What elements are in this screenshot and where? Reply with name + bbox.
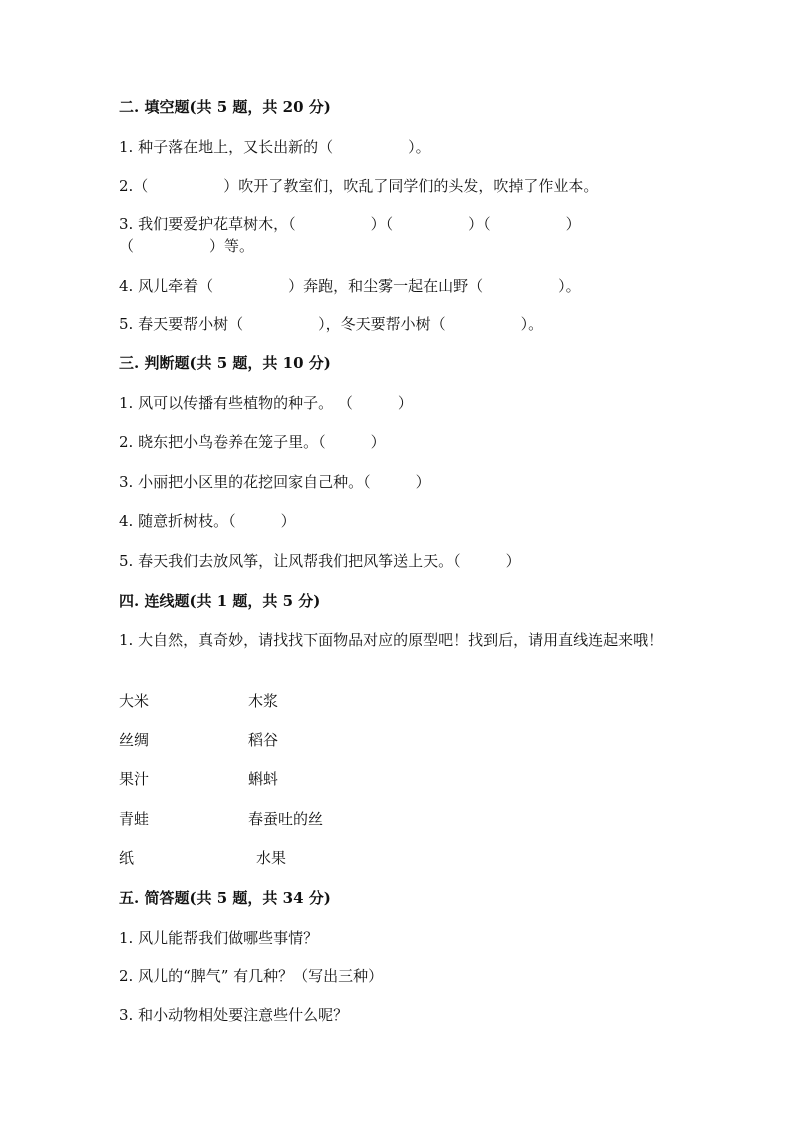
- section-heading-true-false: 三. 判断题(共 5 题，共 10 分): [119, 354, 331, 372]
- true-false-item-3: 3. 小丽把小区里的花挖回家自己种。（ ）: [119, 473, 431, 491]
- true-false-item-2: 2. 晓东把小鸟卷养在笼子里。（ ）: [119, 433, 386, 451]
- matching-left-item-4: 青蛙: [119, 810, 150, 828]
- matching-left-item-5: 纸: [119, 849, 135, 867]
- matching-left-item-1: 大米: [119, 692, 150, 710]
- true-false-item-1: 1. 风可以传播有些植物的种子。 （ ）: [119, 394, 413, 412]
- true-false-item-5: 5. 春天我们去放风筝，让风帮我们把风筝送上天。（ ）: [119, 552, 521, 570]
- fill-blank-item-3-continued: （ ）等。: [119, 237, 255, 255]
- matching-left-item-2: 丝绸: [119, 731, 150, 749]
- fill-blank-item-1: 1. 种子落在地上，又长出新的（ ）。: [119, 138, 431, 156]
- short-answer-item-3: 3. 和小动物相处要注意些什么呢？: [119, 1006, 349, 1024]
- matching-right-item-3: 蝌蚪: [248, 770, 279, 788]
- fill-blank-item-3: 3. 我们要爱护花草树木，（ ）（ ）（ ）: [119, 215, 581, 233]
- short-answer-item-1: 1. 风儿能帮我们做哪些事情？: [119, 929, 319, 947]
- matching-question: 1. 大自然，真奇妙，请找找下面物品对应的原型吧！找到后，请用直线连起来哦！: [119, 631, 664, 649]
- fill-blank-item-5: 5. 春天要帮小树（ ），冬天要帮小树（ ）。: [119, 315, 544, 333]
- matching-right-item-2: 稻谷: [248, 731, 279, 749]
- matching-right-item-4: 春蚕吐的丝: [248, 810, 324, 828]
- matching-left-item-3: 果汁: [119, 770, 150, 788]
- matching-right-item-5: 水果: [256, 849, 287, 867]
- section-heading-short-answer: 五. 简答题(共 5 题，共 34 分): [119, 889, 331, 907]
- section-heading-fill-blank: 二. 填空题(共 5 题，共 20 分): [119, 98, 331, 116]
- fill-blank-item-4: 4. 风儿牵着（ ）奔跑，和尘雾一起在山野（ ）。: [119, 277, 581, 295]
- section-heading-matching: 四. 连线题(共 1 题，共 5 分): [119, 592, 321, 610]
- true-false-item-4: 4. 随意折树枝。（ ）: [119, 512, 296, 530]
- short-answer-item-2: 2. 风儿的“脾气” 有几种？（写出三种）: [119, 967, 384, 985]
- matching-right-item-1: 木浆: [248, 692, 279, 710]
- fill-blank-item-2: 2.（ ）吹开了教室们，吹乱了同学们的头发，吹掉了作业本。: [119, 177, 599, 195]
